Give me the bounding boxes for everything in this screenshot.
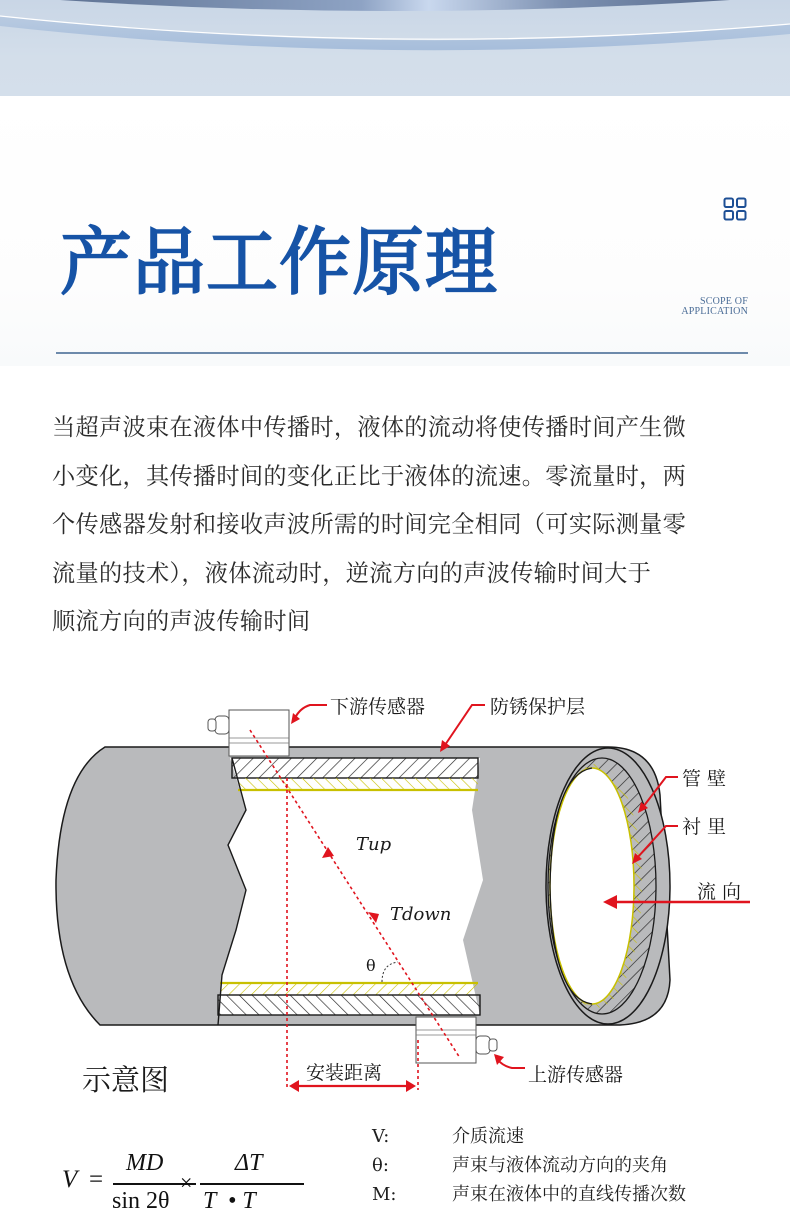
grid-icon (723, 197, 747, 221)
formula-lhs: V (62, 1166, 78, 1193)
section-divider (56, 352, 748, 354)
label-theta: θ (366, 956, 376, 975)
legend-description: 声束在液体中的直线传播次数 (452, 1184, 686, 1205)
formula-denominator-1: sin 2θ (112, 1188, 170, 1214)
label-t-up: Tup (356, 834, 392, 855)
scope-of-application-label (681, 297, 748, 317)
legend-symbol: θ: (372, 1155, 389, 1176)
legend-symbol: V: (372, 1126, 390, 1147)
intro-line: 流量的技术），液体流动时，逆流方向的声波传输时间大于 (52, 559, 652, 587)
intro-paragraph (52, 404, 752, 647)
label-upstream-sensor: 上游传感器 (528, 1064, 624, 1086)
formula-numerator-1: MD (126, 1150, 164, 1176)
formula-equals: = (89, 1166, 104, 1193)
label-t-down: Tdown (390, 904, 452, 925)
banner-wave-graphic (0, 0, 790, 96)
scope-line-2: APPLICATION (681, 306, 748, 317)
label-flow-direction: 流 向 (697, 881, 742, 903)
legend-symbol: M: (372, 1184, 397, 1205)
diagram-caption: 示意图 (82, 1063, 170, 1097)
formula-numerator-2: ΔT (235, 1150, 263, 1176)
header-banner (0, 0, 790, 96)
label-downstream-sensor: 下游传感器 (330, 696, 426, 718)
formula-legend (372, 1122, 686, 1209)
formula-denominator-2: T • T (203, 1188, 256, 1214)
intro-line: 顺流方向的声波传输时间 (52, 608, 311, 635)
legend-row (372, 1180, 686, 1209)
label-anti-rust-layer: 防锈保护层 (490, 696, 586, 718)
flowmeter-diagram (0, 680, 790, 1110)
legend-row (372, 1151, 686, 1180)
fraction-bar-2 (200, 1183, 304, 1185)
legend-row (372, 1122, 686, 1151)
label-lining: 衬 里 (682, 816, 727, 838)
intro-line: 个传感器发射和接收声波所需的时间完全相同（可实际测量零 (52, 511, 687, 538)
label-pipe-wall: 管 壁 (682, 768, 727, 790)
intro-line: 当超声波束在液体中传播时，液体的流动将使传播时间产生微 (52, 414, 687, 441)
scope-line-1: SCOPE OF (699, 296, 748, 307)
legend-description: 介质流速 (452, 1126, 524, 1147)
pipe-cross-section-illustration (0, 680, 790, 1110)
formula-times: × (180, 1170, 193, 1195)
legend-description: 声束与液体流动方向的夹角 (452, 1155, 668, 1176)
page-title: 产品工作原理 (60, 218, 499, 305)
label-install-distance: 安装距离 (306, 1062, 383, 1084)
intro-line: 小变化，其传播时间的变化正比于液体的流速。零流量时，两 (52, 462, 687, 490)
